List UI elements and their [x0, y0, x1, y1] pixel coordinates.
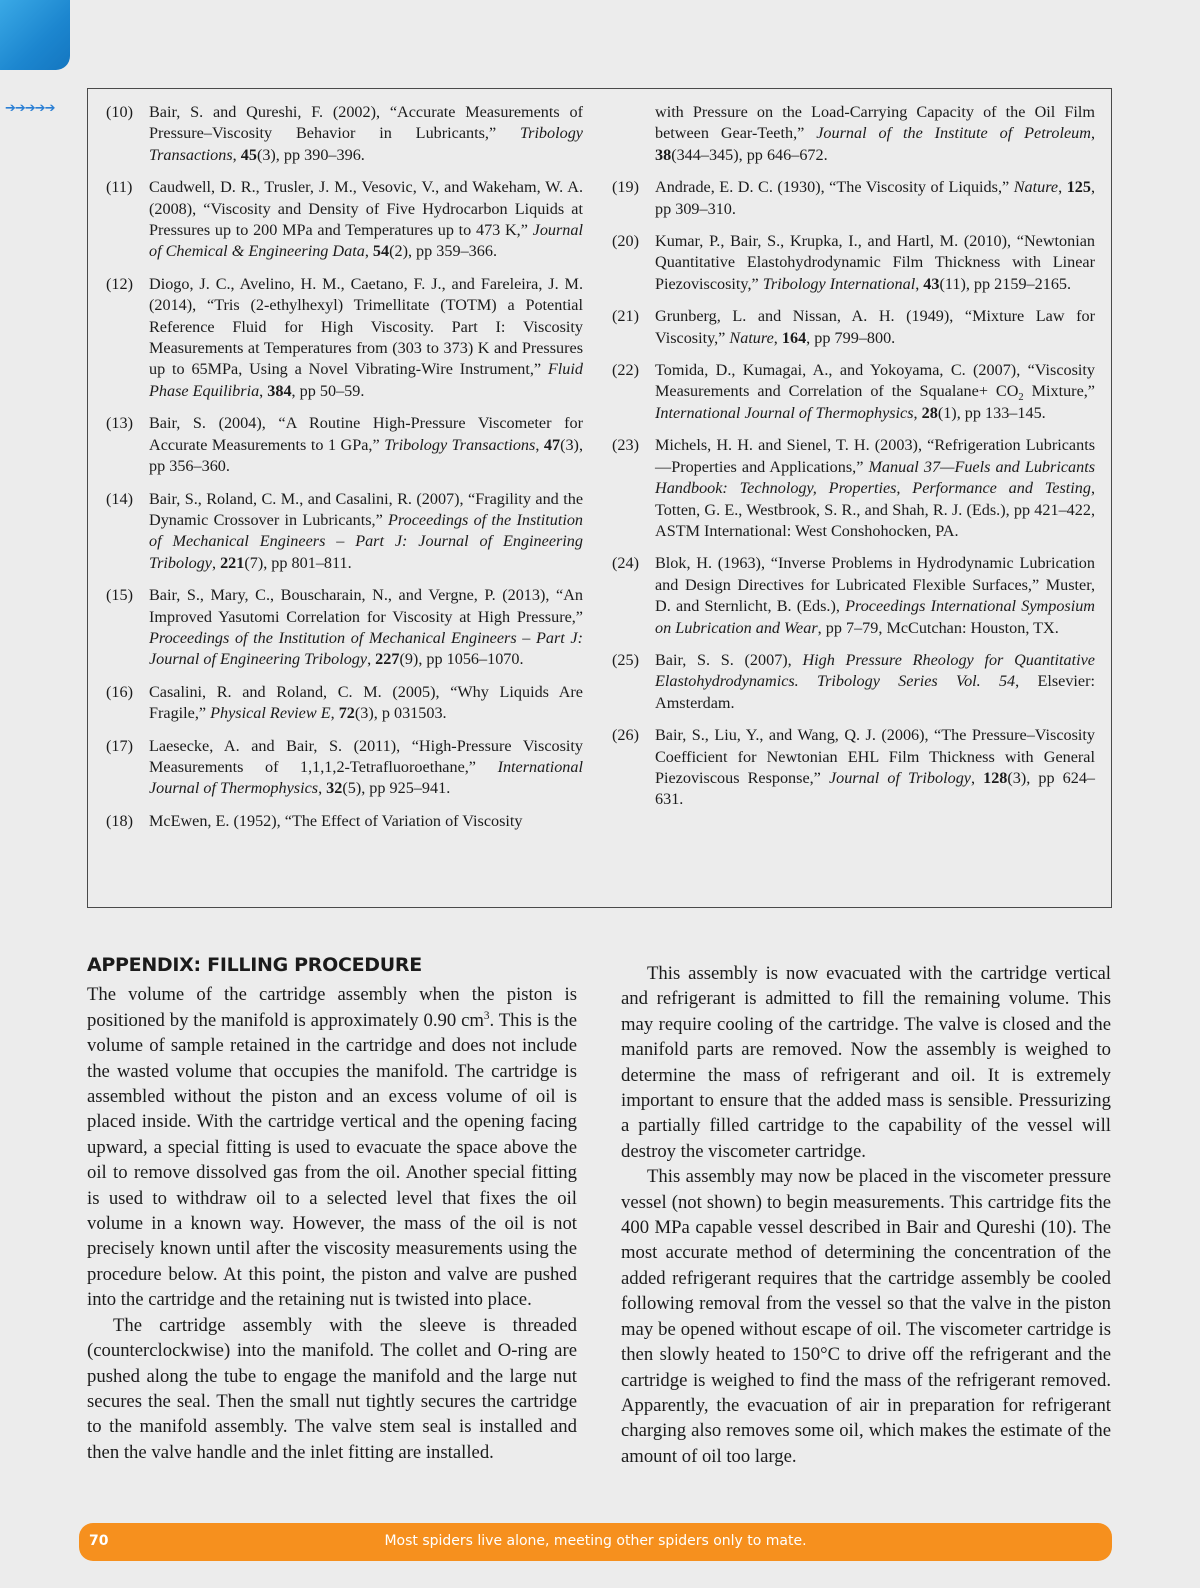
- text-run: 3: [483, 1009, 490, 1022]
- reference-text: [149, 177, 583, 263]
- text-run: 125: [1066, 178, 1091, 197]
- text-run: . This is the volume of sample retained in the cartridge and does not include the wasted volume that occupies the manifold. The cartridge is assembled without the piston and an excess volume of oil is placed inside. With the cartridge vertical and the opening facing upward, a special fitting is used to evacuate the space above the oil to remove dissolved gas from the oil. Another special fitting is used to withdraw oil to a selected level that fixes the oil volume in a known way. However, the mass of the oil is not precisely known until after the viscosity measurements using the procedure below. At this point, the piston and valve are pushed into the cartridge and the retaining nut is twisted into place.: [87, 1009, 577, 1311]
- text-run: The cartridge assembly with the sleeve is threaded (counterclockwise) into the manifold. The collet and O-ring are pushed along the tube to engage the manifold and the large nut secures the seal. Then the small nut tightly secures the cartridge to the manifold assembly. The valve stem seal is installed and then the valve handle and the inlet fitting are installed.: [87, 1314, 577, 1463]
- text-run: Tribology International: [762, 274, 916, 293]
- reference-item: [106, 585, 583, 671]
- reference-item: [106, 102, 583, 166]
- text-run: Caudwell, D. R., Trusler, J. M., Vesovic, V., and Wakeham, W. A. (2008), “Viscosity and Density of Five Hydrocarbon Liquids at Pressures up to 200 MPa and Temperatures up to 473 K,”: [149, 178, 583, 240]
- text-run: High Pressure Rheology for Quantitative Elastohydrodynamics. Tribology Series Vol. 54: [655, 650, 1095, 691]
- text-run: Mixture,”: [1023, 382, 1095, 401]
- page-number: 70: [89, 1533, 109, 1549]
- reference-text: [655, 725, 1095, 811]
- reference-number: (26): [612, 726, 639, 745]
- text-run: ,: [535, 435, 544, 454]
- appendix-left-body: [87, 982, 577, 1465]
- reference-number: (10): [106, 103, 133, 121]
- reference-item: [106, 811, 583, 832]
- references-box: [87, 88, 1112, 908]
- text-run: Bair, S., Liu, Y., and Wang, Q. J. (2006), “The Pressure–Viscosity Coefficient for Newtonian EHL Film Thickness with General Piezoviscous Response,”: [655, 726, 1095, 787]
- reference-number: (16): [106, 682, 133, 701]
- reference-number: (12): [106, 274, 133, 293]
- text-run: 47: [543, 435, 561, 454]
- text-run: (7), pp 801–811.: [244, 553, 352, 572]
- reference-text: [149, 811, 583, 832]
- text-run: Bair, S. (2004), “A Routine High-Pressure Viscometer for Accurate Measurements to 1 GPa,”: [149, 414, 583, 454]
- appendix-column-left: [87, 953, 577, 1465]
- text-run: International Journal of Thermophysics: [655, 403, 914, 422]
- reference-item: [612, 102, 1095, 166]
- text-run: ,: [915, 274, 924, 293]
- reference-number: (23): [612, 436, 639, 455]
- reference-text: [149, 274, 583, 402]
- text-run: , Elsevier: Amsterdam.: [655, 672, 1095, 712]
- text-run: McEwen, E. (1952), “The Effect of Variation of Viscosity: [149, 811, 523, 830]
- text-run: International Journal of Thermophysics: [149, 757, 583, 798]
- text-run: Casalini, R. and Roland, C. M. (2005), “Why Liquids Are Fragile,”: [149, 682, 583, 723]
- references-column-left: [106, 102, 583, 843]
- text-run: Fluid Phase Equilibria: [149, 360, 583, 400]
- text-run: Journal of Tribology: [828, 768, 971, 787]
- reference-item: [106, 682, 583, 725]
- text-run: , Totten, G. E., Westbrook, S. R., and Shah, R. J. (Eds.), pp 421–422, ASTM International: West Conshohocken, PA.: [655, 479, 1095, 540]
- text-run: Tomida, D., Kumagai, A., and Yokoyama, C. (2007), “Viscosity Measurements and Correlation of the Squalane+ CO: [655, 361, 1095, 401]
- reference-item: [612, 650, 1095, 714]
- text-run: 54: [372, 242, 390, 261]
- reference-item: [612, 435, 1095, 542]
- text-run: The volume of the cartridge assembly when the piston is positioned by the manifold is approximately 0.90 cm: [87, 984, 577, 1031]
- text-run: Proceedings of the Institution of Mechanical Engineers – Part J: Journal of Engineering Tribology: [149, 510, 584, 572]
- text-run: Proceedings International Symposium on Lubrication and Wear: [655, 597, 1095, 637]
- appendix-paragraph: [621, 961, 1111, 1164]
- text-run: This assembly may now be placed in the viscometer pressure vessel (not shown) to begin measurements. This cartridge fits the 400 MPa capable vessel described in Bair and Qureshi (10). The most accurate method of determining the concentration of the added refrigerant requires that the cartridge assembly be cooled following removal from the vessel so that the valve in the piston may be opened without escape of oil. The viscometer cartridge is then slowly heated to 150°C to drive off the refrigerant and the cartridge is weighed to find the mass of the refrigerant removed. Apparently, the evacuation of air in preparation for refrigerant charging also removes some oil, which makes the estimate of the amount of oil too large.: [621, 1166, 1111, 1467]
- text-run: Journal of Chemical & Engineering Data: [149, 221, 583, 261]
- appendix-column-right: [621, 961, 1111, 1469]
- text-run: (3), pp 356–360.: [149, 435, 583, 476]
- text-run: This assembly is now evacuated with the cartridge vertical and refrigerant is admitted to fill the remaining volume. This may require cooling of the cartridge. The valve is closed and the manifold parts are removed. Now the assembly is weighed to determine the mass of refrigerant and oil. It is extremely important to ensure that the added mass is sensible. Pressurizing a partially filled cartridge to the capability of the vessel will destroy the viscometer cartridge.: [621, 963, 1111, 1162]
- text-run: 164: [781, 328, 807, 347]
- arrow-marker-icon: ➔➔➔➔➔: [5, 101, 55, 116]
- reference-text: [655, 435, 1095, 542]
- text-run: Journal of the Institute of Petroleum: [816, 124, 1091, 143]
- text-run: 43: [923, 274, 940, 293]
- text-run: 45: [240, 145, 257, 164]
- reference-text: [149, 682, 583, 725]
- text-run: Andrade, E. D. C. (1930), “The Viscosity of Liquids,”: [655, 178, 1014, 197]
- reference-text: [655, 102, 1095, 166]
- reference-number: (17): [106, 736, 133, 755]
- reference-text: [655, 306, 1095, 349]
- text-run: Laesecke, A. and Bair, S. (2011), “High-Pressure Viscosity Measurements of 1,1,1,2-Tetrafluoroethane,”: [149, 736, 583, 776]
- text-run: Physical Review E: [210, 704, 331, 723]
- reference-number: (21): [612, 307, 639, 326]
- text-run: 2: [1018, 392, 1024, 404]
- text-run: Bair, S. and Qureshi, F. (2002), “Accurate Measurements of Pressure–Viscosity Behavior in Lubricants,”: [149, 103, 583, 143]
- appendix-paragraph: [87, 1313, 577, 1465]
- text-run: 128: [983, 768, 1008, 787]
- text-run: ,: [1090, 124, 1095, 143]
- text-run: Bair, S., Mary, C., Bouscharain, N., and Vergne, P. (2013), “An Improved Yasutomi Correlation for Viscosity at High Pressure,”: [149, 586, 583, 626]
- text-run: ,: [232, 145, 241, 164]
- reference-item: [612, 231, 1095, 295]
- text-run: (9), pp 1056–1070.: [399, 650, 524, 669]
- reference-item: [612, 553, 1095, 639]
- reference-item: [612, 306, 1095, 349]
- reference-item: [106, 177, 583, 263]
- text-run: , pp 7–79, McCutchan: Houston, TX.: [817, 618, 1059, 637]
- text-run: Bair, S. S. (2007),: [655, 650, 803, 669]
- text-run: ,: [367, 650, 376, 669]
- footer-bar: [79, 1523, 1112, 1561]
- text-run: ,: [773, 328, 782, 347]
- reference-item: [106, 489, 583, 575]
- text-run: ,: [364, 242, 373, 261]
- text-run: 227: [375, 650, 400, 669]
- reference-text: [149, 489, 583, 575]
- corner-tab-decoration: [0, 0, 70, 70]
- reference-text: [149, 413, 583, 477]
- reference-item: [612, 725, 1095, 811]
- reference-text: [149, 585, 583, 671]
- text-run: Tribology Transactions: [384, 435, 536, 454]
- text-run: Proceedings of the Institution of Mechanical Engineers – Part J: Journal of Engineering Tribology: [149, 628, 583, 669]
- text-run: 38: [655, 145, 672, 164]
- text-run: ,: [1058, 178, 1067, 197]
- text-run: Diogo, J. C., Avelino, H. M., Caetano, F. J., and Fareleira, J. M. (2014), “Tris (2-ethylhexyl) Trimellitate (TOTM) a Potential Reference Fluid for High Viscosity. Part I: Viscosity Measurements at Temperatures from (303 to 373) K and Pressures up to 65MPa, Using a Novel Vibrating-Wire Instrument,”: [149, 274, 583, 379]
- text-run: Kumar, P., Bair, S., Krupka, I., and Hartl, M. (2010), “Newtonian Quantitative Elastohydrodynamic Film Thickness with Linear Piezoviscosity,”: [655, 232, 1095, 293]
- reference-text: [655, 650, 1095, 714]
- text-run: ,: [970, 768, 984, 787]
- appendix-paragraph: [621, 1164, 1111, 1469]
- text-run: 72: [338, 704, 355, 723]
- reference-text: [655, 177, 1095, 220]
- text-run: 28: [921, 403, 938, 422]
- text-run: , pp 50–59.: [291, 381, 365, 400]
- reference-number: (19): [612, 178, 639, 197]
- text-run: Bair, S., Roland, C. M., and Casalini, R. (2007), “Fragility and the Dynamic Crossover in Lubricants,”: [149, 489, 583, 529]
- footer-fact: Most spiders live alone, meeting other spiders only to mate.: [384, 1533, 807, 1549]
- reference-item: [106, 413, 583, 477]
- reference-text: [655, 231, 1095, 295]
- reference-number: (22): [612, 361, 639, 380]
- appendix-paragraph: [87, 982, 577, 1312]
- reference-number: (11): [106, 178, 133, 197]
- text-run: 32: [326, 779, 343, 798]
- text-run: (3), pp 390–396.: [256, 145, 365, 164]
- reference-number: (13): [106, 414, 133, 433]
- reference-number: (18): [106, 811, 133, 830]
- text-run: (3), pp 624–631.: [655, 768, 1096, 809]
- references-column-right: [612, 102, 1095, 822]
- text-run: Tribology Transactions: [149, 124, 583, 164]
- text-run: (5), pp 925–941.: [342, 779, 451, 798]
- reference-number: (20): [612, 232, 639, 251]
- reference-text: [655, 360, 1095, 424]
- reference-number: (15): [106, 586, 133, 605]
- text-run: ,: [330, 704, 339, 723]
- text-run: (2), pp 359–366.: [389, 242, 497, 261]
- reference-item: [612, 177, 1095, 220]
- reference-number: (14): [106, 489, 133, 508]
- reference-item: [106, 274, 583, 402]
- text-run: , pp 799–800.: [806, 328, 896, 347]
- text-run: Manual 37—Fuels and Lubricants Handbook: Technology, Properties, Performance and Testing: [655, 457, 1095, 498]
- reference-item: [106, 736, 583, 800]
- text-run: 221: [220, 553, 245, 572]
- text-run: , pp 309–310.: [655, 178, 1096, 218]
- text-run: 384: [267, 381, 292, 400]
- text-run: ,: [913, 403, 922, 422]
- text-run: ,: [259, 381, 268, 400]
- reference-text: [655, 553, 1095, 639]
- text-run: (3), p 031503.: [354, 704, 447, 723]
- text-run: ,: [318, 779, 327, 798]
- text-run: with Pressure on the Load-Carrying Capacity of the Oil Film between Gear-Teeth,”: [655, 103, 1095, 143]
- text-run: Grunberg, L. and Nissan, A. H. (1949), “Mixture Law for Viscosity,”: [655, 307, 1095, 347]
- text-run: Nature: [729, 328, 774, 347]
- text-run: Blok, H. (1963), “Inverse Problems in Hydrodynamic Lubrication and Design Directives for Lubricated Flexible Surfaces,” Muster, D. and Sternlicht, B. (Eds.),: [655, 554, 1095, 616]
- text-run: (344–345), pp 646–672.: [671, 145, 828, 164]
- reference-number: (25): [612, 650, 639, 669]
- reference-number: (24): [612, 554, 639, 573]
- text-run: (11), pp 2159–2165.: [939, 274, 1072, 293]
- text-run: Michels, H. H. and Sienel, T. H. (2003), “Refrigeration Lubricants—Properties and Applications,”: [655, 436, 1095, 476]
- reference-text: [149, 102, 583, 166]
- text-run: ,: [211, 553, 221, 572]
- appendix-heading: APPENDIX: FILLING PROCEDURE: [87, 954, 422, 976]
- text-run: (1), pp 133–145.: [937, 403, 1046, 422]
- reference-item: [612, 360, 1095, 424]
- appendix-right-body: [621, 961, 1111, 1469]
- reference-text: [149, 736, 583, 800]
- text-run: Nature: [1013, 178, 1059, 197]
